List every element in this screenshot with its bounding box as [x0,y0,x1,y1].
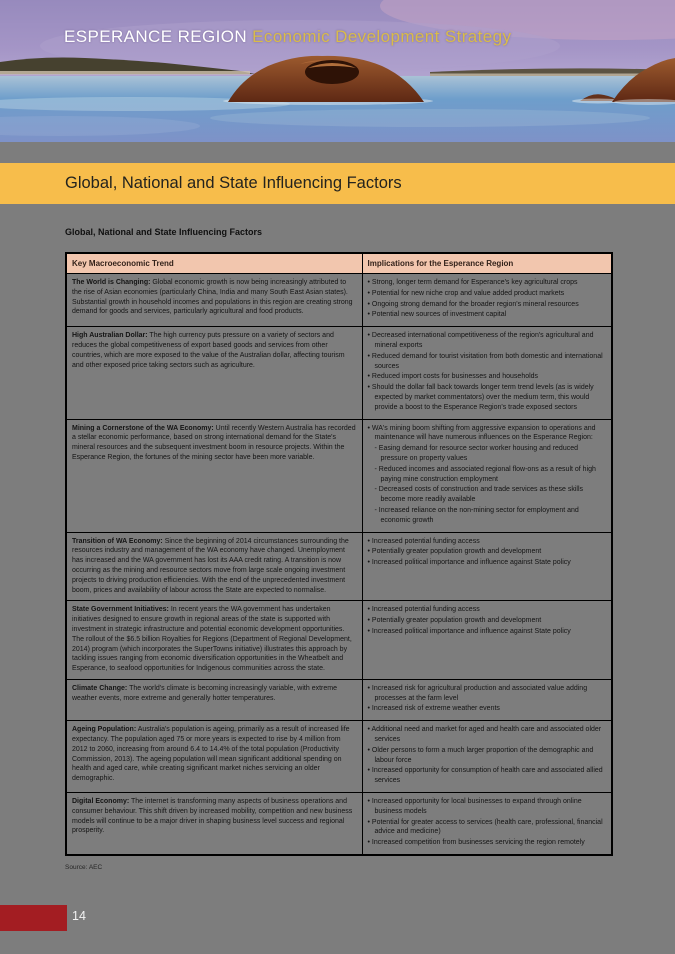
implications-cell [362,721,612,793]
page-number: 14 [72,909,86,923]
table-row [66,419,612,532]
implication-item: • Potential for greater access to services (health care, professional, financial advice and medicine) [368,818,607,838]
source-note: Source: AEC [65,864,103,871]
implication-item: • Increased potential funding access [368,605,607,615]
implication-item: • Increased potential funding access [368,537,607,547]
trend-title: Mining a Cornerstone of the WA Economy: [72,424,214,432]
trend-title: State Government Initiatives: [72,606,169,614]
trend-text: Global economic growth is now being increasingly attributed to the rise of Asian economies (particularly China, India and many South East Asian states). Substantial growth in household incomes and populations in this region are creating strong demand for goods and services, particularly agricultural and food products. [72,279,353,316]
implications-list [368,331,607,412]
implication-item: • Potential new sources of investment capital [368,310,607,320]
implication-item: • Increased risk for agricultural production and associated value adding processes at the farm level [368,684,607,704]
trend-title: Transition of WA Economy: [72,537,163,545]
implication-item: • Increased political importance and influence against State policy [368,627,607,637]
implication-item: - Reduced incomes and associated regional flow-ons as a result of high paying mine construction employment [368,465,607,485]
table-row [66,532,612,601]
implications-cell [362,601,612,680]
implication-item: • Strong, longer term demand for Esperance's key agricultural crops [368,278,607,288]
implications-list [368,797,607,848]
implication-item: • Increased opportunity for local businesses to expand through online business models [368,797,607,817]
trend-cell [66,532,362,601]
implications-list [368,684,607,714]
implication-item: • Potentially greater population growth and development [368,616,607,626]
trend-text: The high currency puts pressure on a variety of sectors and reduces the global competitiveness of export based goods and services from other countries, which are more exposed to the value of the Australian dollar, affecting tourism and other exposed price taking sectors such as agriculture. [72,332,345,369]
implication-item: - Increased reliance on the non-mining sector for employment and economic growth [368,506,607,526]
implication-item: • Reduced demand for tourist visitation from both domestic and international sources [368,352,607,372]
implications-cell [362,532,612,601]
table-row [66,721,612,793]
trend-cell [66,327,362,419]
trend-text: Until recently Western Australia has recorded a stellar economic performance, based on strong international demand for the State's mineral resources and the subsequent investment boom in resource projects. Within the Esperance Region, the fortunes of the mining sector have been more variable. [72,424,356,461]
trend-cell [66,274,362,327]
implications-cell [362,419,612,532]
trend-cell [66,721,362,793]
implication-item: - Easing demand for resource sector worker housing and reduced pressure on property values [368,444,607,464]
section-banner-title: Global, National and State Influencing Factors [65,174,402,192]
table-row [66,274,612,327]
column-header-trend: Key Macroeconomic Trend [66,253,362,274]
trend-text: The internet is transforming many aspects of business operations and consumer behaviour. This shift driven by increased mobility, competition and new business models will continue to be a major driver in shaping business level success and regional prosperity. [72,798,353,835]
trend-title: Climate Change: [72,684,128,692]
implications-list [368,725,607,786]
table-row [66,327,612,419]
macro-table [65,252,613,856]
table-row [66,793,612,855]
implications-list [368,424,607,526]
implication-item: • Increased political importance and influence against State policy [368,558,607,568]
implication-item: • Should the dollar fall back towards longer term trend levels (as is widely expected by market commentators) over the medium term, this would provide a boost to the Esperance Region's trade exposed sectors [368,383,607,412]
trend-cell [66,419,362,532]
implication-item: • Increased competition from businesses servicing the region remotely [368,838,607,848]
implications-cell [362,793,612,855]
implication-item: • Potential for new niche crop and value added product markets [368,289,607,299]
trend-cell [66,679,362,720]
macro-table-head [66,253,612,274]
trend-title: High Australian Dollar: [72,332,148,340]
implication-item: • Increased opportunity for consumption of health care and associated allied services [368,766,607,786]
implication-item: • Additional need and market for aged and health care and associated older services [368,725,607,745]
table-header-row [66,253,612,274]
implications-list [368,278,607,320]
footer-red-block [0,905,67,931]
implication-item: • WA's mining boom shifting from aggressive expansion to operations and maintenance will have numerous influences on the Esperance Region: [368,424,607,444]
implication-item: • Potentially greater population growth and development [368,547,607,557]
implication-item: - Decreased costs of construction and trade services as these skills become more readily available [368,485,607,505]
report-title [64,27,511,47]
trend-title: Ageing Population: [72,726,137,734]
implication-item: • Decreased international competitiveness of the region's agricultural and mineral exports [368,331,607,351]
trend-text: In recent years the WA government has undertaken initiatives designed to ensure growth in regional areas of the state is supported with investment in strategic infrastructure and potential economic development opportunities. The rollout of the $6.5 billion Royalties for Regions (Department of Regional Development, 2014) program (which incorporates the SuperTowns initiative) illustrates this approach by tackling issues ranging from economic diversification opportunities in the Wheatbelt and Esperance, to seafood opportunities for Indigenous communities across the state. [72,606,352,673]
header-photo [0,0,675,142]
trend-text: The world's climate is becoming increasingly variable, with extreme weather events, more extreme and generally hotter temperatures. [72,684,337,702]
implication-item: • Reduced import costs for businesses and households [368,372,607,382]
trend-title: The World is Changing: [72,279,151,286]
trend-text: Since the beginning of 2014 circumstances surrounding the resources industry and management of the WA economy have changed. Unemployment has increased and the WA government has lost its AAA credit rating. A transition is now occurring as the mining and resource sectors move from large scale ongoing investment projects to driving production efficiencies. With the end of the unprecedented investment boom, prices and availability of labour across the State are expected to normalise. [72,537,349,594]
table-heading: Global, National and State Influencing Factors [65,227,263,237]
trend-title: Digital Economy: [72,798,130,806]
implications-cell [362,274,612,327]
implications-list [368,537,607,568]
section-banner [0,163,675,204]
trend-cell [66,601,362,680]
report-title-main: ESPERANCE REGION [64,27,248,46]
trend-cell [66,793,362,855]
table-row [66,601,612,680]
trend-text: Australia's population is ageing, primarily as a result of increased life expectancy. The population aged 75 or more years is expected to rise by 4 million from 2012 to 2060, increasing from around 6.4 to 14.4% of the total population (Productivity Commission, 2013). The ageing population will mean significant additional spending on health and aged care, while creating significant market niches servicing an older demographic. [72,726,350,783]
implications-cell [362,679,612,720]
implication-item: • Ongoing strong demand for the broader region's mineral resources [368,300,607,310]
table-row [66,679,612,720]
implication-item: • Increased risk of extreme weather events [368,704,607,714]
beach-scene-icon [0,0,675,142]
macro-table-body [66,274,612,856]
column-header-implications: Implications for the Esperance Region [362,253,612,274]
implications-cell [362,327,612,419]
implication-item: • Older persons to form a much larger proportion of the demographic and labour force [368,746,607,766]
implications-list [368,605,607,636]
report-title-sub: Economic Development Strategy [247,27,512,46]
